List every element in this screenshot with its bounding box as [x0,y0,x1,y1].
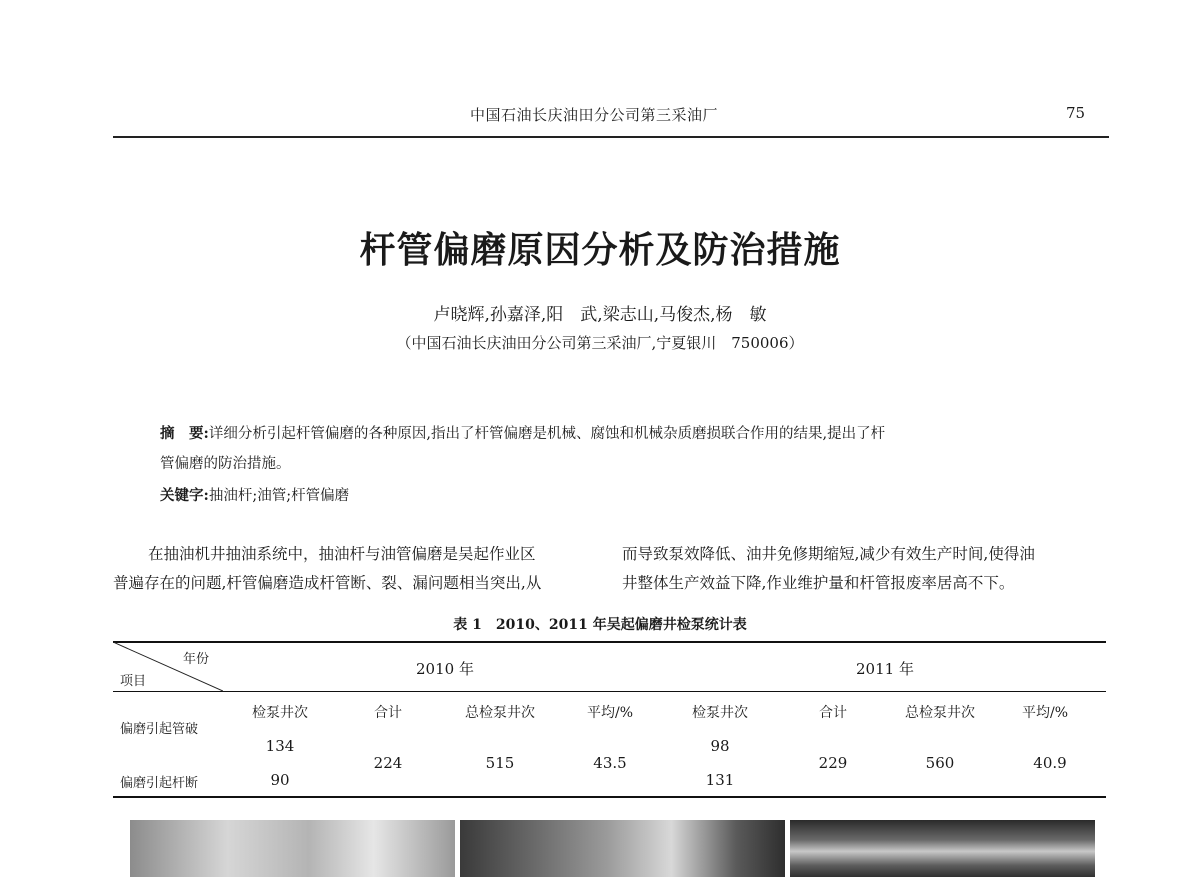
cell-2011-total: 560 [925,754,955,772]
subheader-2011-total: 总检泵井次 [905,705,975,721]
corner-item-label: 项目 [120,674,147,689]
header-rule [113,136,1109,138]
running-head: 中国石油长庆油田分公司第三采油厂 [470,106,719,124]
cell-2010-avg: 43.5 [593,754,627,772]
cell-2010-tube: 134 [265,737,295,755]
photo-1 [130,820,455,877]
paper-title: 杆管偏磨原因分析及防治措施 [359,229,841,271]
subheader-2010-sum: 合计 [374,705,402,721]
cell-2010-sum: 224 [373,754,403,772]
subheader-2010-avg: 平均/% [586,705,634,721]
table-bottom-rule [113,796,1106,798]
author-list: 卢晓辉,孙嘉泽,阳 武,梁志山,马俊杰,杨 敏 [433,305,767,325]
subheader-2011-avg: 平均/% [1021,705,1069,721]
subheader-2010-total: 总检泵井次 [465,705,535,721]
abstract-text-1: 详细分析引起杆管偏磨的各种原因,指出了杆管偏磨是机械、腐蚀和机械杂质磨损联合作用的结果,提出了杆 [208,426,886,442]
affiliation: （中国石油长庆油田分公司第三采油厂,宁夏银川 750006） [396,334,804,352]
abstract-text-2: 管偏磨的防治措施。 [160,456,291,472]
figure-photos [130,820,1095,877]
photo-2 [460,820,785,877]
body-right-line-1: 而导致泵效降低、油井免修期缩短,减少有效生产时间,使得油 [622,545,1035,563]
body-right-line-2: 井整体生产效益下降,作业维护量和杆管报废率居高不下。 [622,574,1015,592]
cell-2011-tube: 98 [710,737,730,755]
cell-2010-rod: 90 [270,771,290,789]
keywords-label: 关键字: [160,487,209,504]
year-2011-header: 2011 年 [856,660,914,678]
cell-2010-total: 515 [485,754,515,772]
table-header-rule [113,691,1106,692]
table-caption: 表 1 2010、2011 年吴起偏磨井检泵统计表 [453,617,747,633]
cell-2011-sum: 229 [818,754,848,772]
year-2010-header: 2010 年 [416,660,474,678]
row-label-tube: 偏磨引起管破 [120,722,199,737]
subheader-2010-pump: 检泵井次 [252,705,308,721]
subheader-2011-pump: 检泵井次 [692,705,748,721]
page-number: 75 [1066,104,1086,122]
table-top-rule [113,641,1106,643]
corner-year-label: 年份 [183,652,210,667]
cell-2011-avg: 40.9 [1033,754,1067,772]
keywords-line [160,482,1080,510]
keywords-text: 抽油杆;油管;杆管偏磨 [208,488,350,504]
row-label-rod: 偏磨引起杆断 [120,776,199,791]
cell-2011-rod: 131 [705,771,735,789]
photo-3 [790,820,1095,877]
body-left-line-2: 普遍存在的问题,杆管偏磨造成杆管断、裂、漏问题相当突出,从 [113,574,542,592]
abstract-label: 摘 要: [160,425,209,442]
abstract-line-1 [160,420,1080,448]
subheader-2011-sum: 合计 [819,705,847,721]
abstract-line-2 [160,450,1080,478]
body-left-line-1: 在抽油机井抽油系统中，抽油杆与油管偏磨是吴起作业区 [148,545,536,563]
